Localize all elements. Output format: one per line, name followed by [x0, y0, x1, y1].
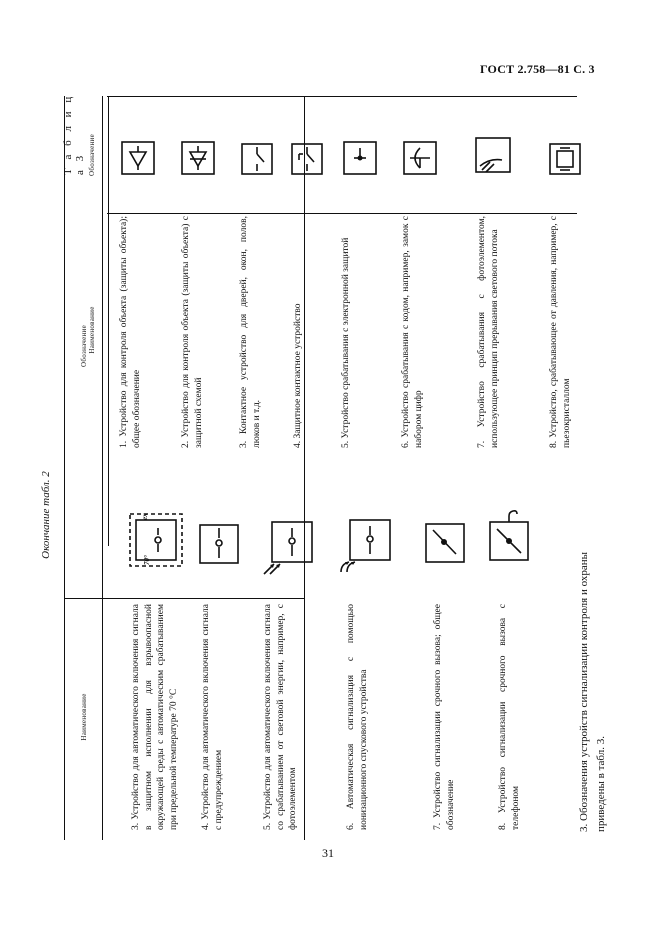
table3-row-5-text: 5. Устройство срабатывания с электронной защитой — [341, 237, 351, 448]
table2-row-8-text: 8. Устройство сигнализации срочного вызова с телефоном — [498, 604, 521, 830]
table3-caption: Т а б л и ц а 3 — [62, 93, 86, 175]
table2-header-rule — [102, 96, 103, 840]
symbol-t2-8-call-phone — [488, 506, 532, 564]
symbol-t3-2-object-control-protected — [180, 140, 216, 176]
table3-header-symbol: Обозначение — [88, 134, 96, 176]
symbol-t3-8-piezo — [548, 142, 582, 176]
symbol-t3-5-electronic — [342, 140, 378, 176]
table3-header-rule — [108, 96, 109, 546]
table2-caption: Окончание табл. 2 — [40, 471, 52, 559]
page-header: ГОСТ 2.758—81 С. 3 — [480, 62, 595, 76]
table2-header-name: Наименование — [80, 693, 88, 741]
symbol-t2-6-ion — [338, 518, 392, 576]
symbol-t2-5-photo — [262, 520, 314, 576]
table2-row-4-text: 4. Устройство для автоматического включения сигнала с предупреждением — [201, 604, 224, 830]
table3-row-4-text: 4. Защитное контактное устройство — [293, 303, 303, 448]
table3-divider-1 — [107, 213, 577, 214]
table3-row-3-text: 3. Контактное устройство для дверей, окон, полов, люков и т.д. — [239, 216, 262, 448]
table3-row-1-text: 1. Устройство для контроля объекта (защиты объекта); общее обозначение — [119, 216, 142, 448]
symbol-label-70: 70° — [143, 555, 151, 565]
table2-top-rule — [64, 96, 65, 840]
page-number: 31 — [322, 846, 334, 860]
table3-row-7-text: 7. Устройство срабатывания с фотоэлементом, использующее принцип прерывания светового потока — [477, 216, 500, 448]
table3-row-2-text: 2. Устройство для контроля объекта (защиты объекта) с защитной схемой — [181, 216, 204, 448]
symbol-t3-6-code — [402, 140, 438, 176]
symbol-t2-4-warning — [198, 523, 240, 565]
symbol-t3-3-contact — [240, 142, 274, 176]
table2-row-7-text: 7. Устройство сигнализации срочного вызова; общее обозначение — [433, 604, 456, 830]
table3-header-name: Наименование — [88, 306, 96, 354]
table3-left-rule — [107, 96, 577, 97]
symbol-t3-4-protective-contact — [290, 142, 324, 176]
symbol-t3-1-object-control — [120, 140, 156, 176]
symbol-t3-7-photo-beam — [472, 136, 516, 176]
table2-divider — [64, 598, 304, 599]
symbol-t2-3-ex-70 — [128, 508, 188, 572]
table2-row-3-text: 3. Устройство для автоматического включения сигнала в защитном исполнении для взрывоопасной окружающей среды с автоматическим срабатыванием при предельной температуре 70 °С — [131, 604, 179, 830]
table3-intro-note: 3. Обозначения устройств сигнализации контроля и охраны приведены в табл. 3. — [578, 551, 607, 832]
symbol-label-ex: ex — [141, 513, 149, 520]
table2-row-5-text: 5. Устройство для автоматического включения сигнала со срабатыванием от световой энергии, например, с фотоэлементом — [263, 604, 298, 830]
table3-row-6-text: 6. Устройство срабатывания с кодом, например, замок с набором цифр — [401, 216, 424, 448]
table2-row-6-text: 6. Автоматическая сигнализация с помощью ионизационного спускового устройства — [346, 604, 369, 830]
table2-header-symbol: Обозначение — [80, 325, 88, 367]
table3-row-8-text: 8. Устройство, срабатывающее от давления, например, с пьезокристаллом — [549, 216, 572, 448]
symbol-t2-7-call — [424, 522, 466, 564]
